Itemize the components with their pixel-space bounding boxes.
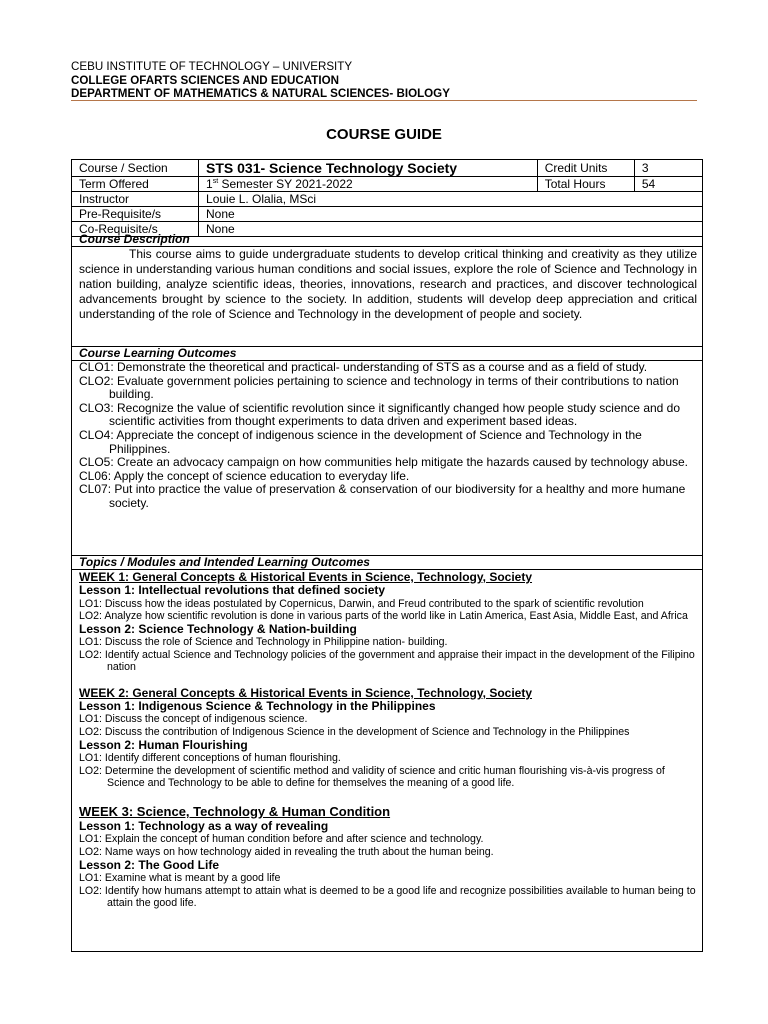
institution-name: CEBU INSTITUTE OF TECHNOLOGY – UNIVERSITY bbox=[71, 60, 353, 73]
list-item: CLO5: Create an advocacy campaign on how communities help mitigate the hazards caused by technology abuse. bbox=[79, 455, 689, 470]
list-item: CLO4: Appreciate the concept of indigenous science in the development of Science and Technology in the Philippines. bbox=[79, 427, 642, 456]
week2-title: WEEK 2: General Concepts & Historical Events in Science, Technology, Society bbox=[79, 685, 533, 700]
learning-outcomes-heading: Course Learning Outcomes bbox=[72, 347, 702, 361]
coreq-value: None bbox=[199, 222, 703, 237]
spacer bbox=[79, 790, 697, 801]
instructor-label: Instructor bbox=[72, 192, 199, 207]
week3-lesson1-lo2: LO2: Name ways on how technology aided in revealing the truth about the human being. bbox=[79, 846, 494, 859]
week1-lesson2-lo1: LO1: Discuss the role of Science and Technology in Philippine nation- building. bbox=[79, 636, 448, 649]
week3-lesson2-lo2: LO2: Identify how humans attempt to attain what is deemed to be a good life and recognize possibilities available to human being to attain the good life. bbox=[79, 884, 696, 910]
modules-section bbox=[71, 556, 703, 952]
course-description-heading: Course Description bbox=[72, 233, 702, 247]
course-section-row bbox=[72, 160, 703, 177]
term-label: Term Offered bbox=[72, 177, 199, 192]
week2-lesson2-lo1: LO1: Identify different conceptions of human flourishing. bbox=[79, 752, 341, 765]
term-value-prefix: 1 bbox=[206, 177, 213, 191]
course-description-section bbox=[71, 233, 703, 347]
course-description-text: This course aims to guide undergraduate students to develop critical thinking and creativity as they utilize science in understanding various human conditions and social issues, explore the role of Science and Technology in nation building, analyze scientific ideas, theories, innovations, research and practices, and discover technological advancements brought by science to the society. In addition, students will develop deep appreciation and critical understanding of the role of Science and Technology in the development of people and society. bbox=[79, 247, 697, 321]
credit-units-label: Credit Units bbox=[537, 160, 634, 177]
instructor-row bbox=[72, 192, 703, 207]
header-divider bbox=[71, 100, 697, 101]
prereq-row bbox=[72, 207, 703, 222]
total-hours-label: Total Hours bbox=[537, 177, 634, 192]
week2-lesson2-title: Lesson 2: Human Flourishing bbox=[79, 737, 248, 752]
modules-heading: Topics / Modules and Intended Learning Outcomes bbox=[72, 556, 702, 570]
document-header bbox=[71, 60, 701, 101]
prereq-label: Pre-Requisite/s bbox=[72, 207, 199, 222]
week3-lesson1-lo1: LO1: Explain the concept of human condition before and after science and technology. bbox=[79, 833, 484, 846]
learning-outcomes-list bbox=[72, 361, 702, 511]
department-name: DEPARTMENT OF MATHEMATICS & NATURAL SCIENCES- BIOLOGY bbox=[71, 87, 450, 101]
term-row bbox=[72, 177, 703, 192]
total-hours-value: 54 bbox=[634, 177, 702, 192]
week3-lesson1-title: Lesson 1: Technology as a way of revealing bbox=[79, 818, 329, 833]
list-item: CLO2: Evaluate government policies pertaining to science and technology in terms of their contributions to nation building. bbox=[79, 373, 679, 402]
prereq-value: None bbox=[199, 207, 703, 222]
week1-lesson2-title: Lesson 2: Science Technology & Nation-building bbox=[79, 621, 357, 636]
list-item: CL07: Put into practice the value of preservation & conservation of our biodiversity for a healthy and more humane society. bbox=[79, 482, 686, 510]
week3-title: WEEK 3: Science, Technology & Human Condition bbox=[79, 803, 391, 819]
instructor-value: Louie L. Olalia, MSci bbox=[199, 192, 703, 207]
course-section-label: Course / Section bbox=[72, 160, 199, 177]
week1-lesson1-lo1: LO1: Discuss how the ideas postulated by Copernicus, Darwin, and Freud contributed to the spark of scientific revolution bbox=[79, 597, 644, 610]
week2-lesson1-lo1: LO1: Discuss the concept of indigenous science. bbox=[79, 713, 308, 726]
spacer bbox=[79, 674, 697, 686]
week2-lesson1-lo2: LO2: Discuss the contribution of Indigenous Science in the development of Science and Technology in the Philippines bbox=[79, 726, 630, 739]
course-info-table bbox=[71, 159, 703, 237]
list-item: CL06: Apply the concept of science education to everyday life. bbox=[79, 468, 410, 483]
term-value-rest: Semester SY 2021-2022 bbox=[218, 177, 353, 191]
credit-units-value: 3 bbox=[634, 160, 702, 177]
list-item: CLO1: Demonstrate the theoretical and practical- understanding of STS as a course and as a field of study. bbox=[79, 360, 648, 374]
page-title: COURSE GUIDE bbox=[326, 126, 442, 143]
college-name: COLLEGE OFARTS SCIENCES AND EDUCATION bbox=[71, 73, 339, 87]
week1-lesson1-lo2: LO2: Analyze how scientific revolution is done in various parts of the world like in Latin America, East Asia, Middle East, and Africa bbox=[79, 610, 688, 623]
list-item: CLO3: Recognize the value of scientific revolution since it significantly changed how people study science and do scientific activities from thought experiments to data driven and experiment based ideas. bbox=[79, 400, 681, 429]
term-superscript: st bbox=[212, 178, 219, 185]
coreq-label: Co-Requisite/s bbox=[72, 222, 199, 237]
week2-lesson1-title: Lesson 1: Indigenous Science & Technology in the Philippines bbox=[79, 698, 436, 713]
term-value bbox=[199, 177, 538, 192]
learning-outcomes-section bbox=[71, 347, 703, 556]
week2-lesson2-lo2: LO2: Determine the development of scientific method and validity of science and critic human flourishing vis-à-vis progress of Science and Technology to be able to define for themselves the meaning of a good life. bbox=[79, 764, 665, 790]
week3-lesson2-lo1: LO1: Examine what is meant by a good life bbox=[79, 872, 281, 885]
week1-lesson2-lo2: LO2: Identify actual Science and Technology policies of the government and appraise their impact in the development of the Filipino nation bbox=[79, 648, 695, 674]
course-section-value: STS 031- Science Technology Society bbox=[199, 160, 538, 177]
week1-title: WEEK 1: General Concepts & Historical Events in Science, Technology, Society bbox=[79, 570, 533, 584]
modules-content bbox=[72, 570, 702, 910]
week1-lesson1-title: Lesson 1: Intellectual revolutions that defined society bbox=[79, 583, 386, 597]
week3-lesson2-title: Lesson 2: The Good Life bbox=[79, 857, 220, 872]
